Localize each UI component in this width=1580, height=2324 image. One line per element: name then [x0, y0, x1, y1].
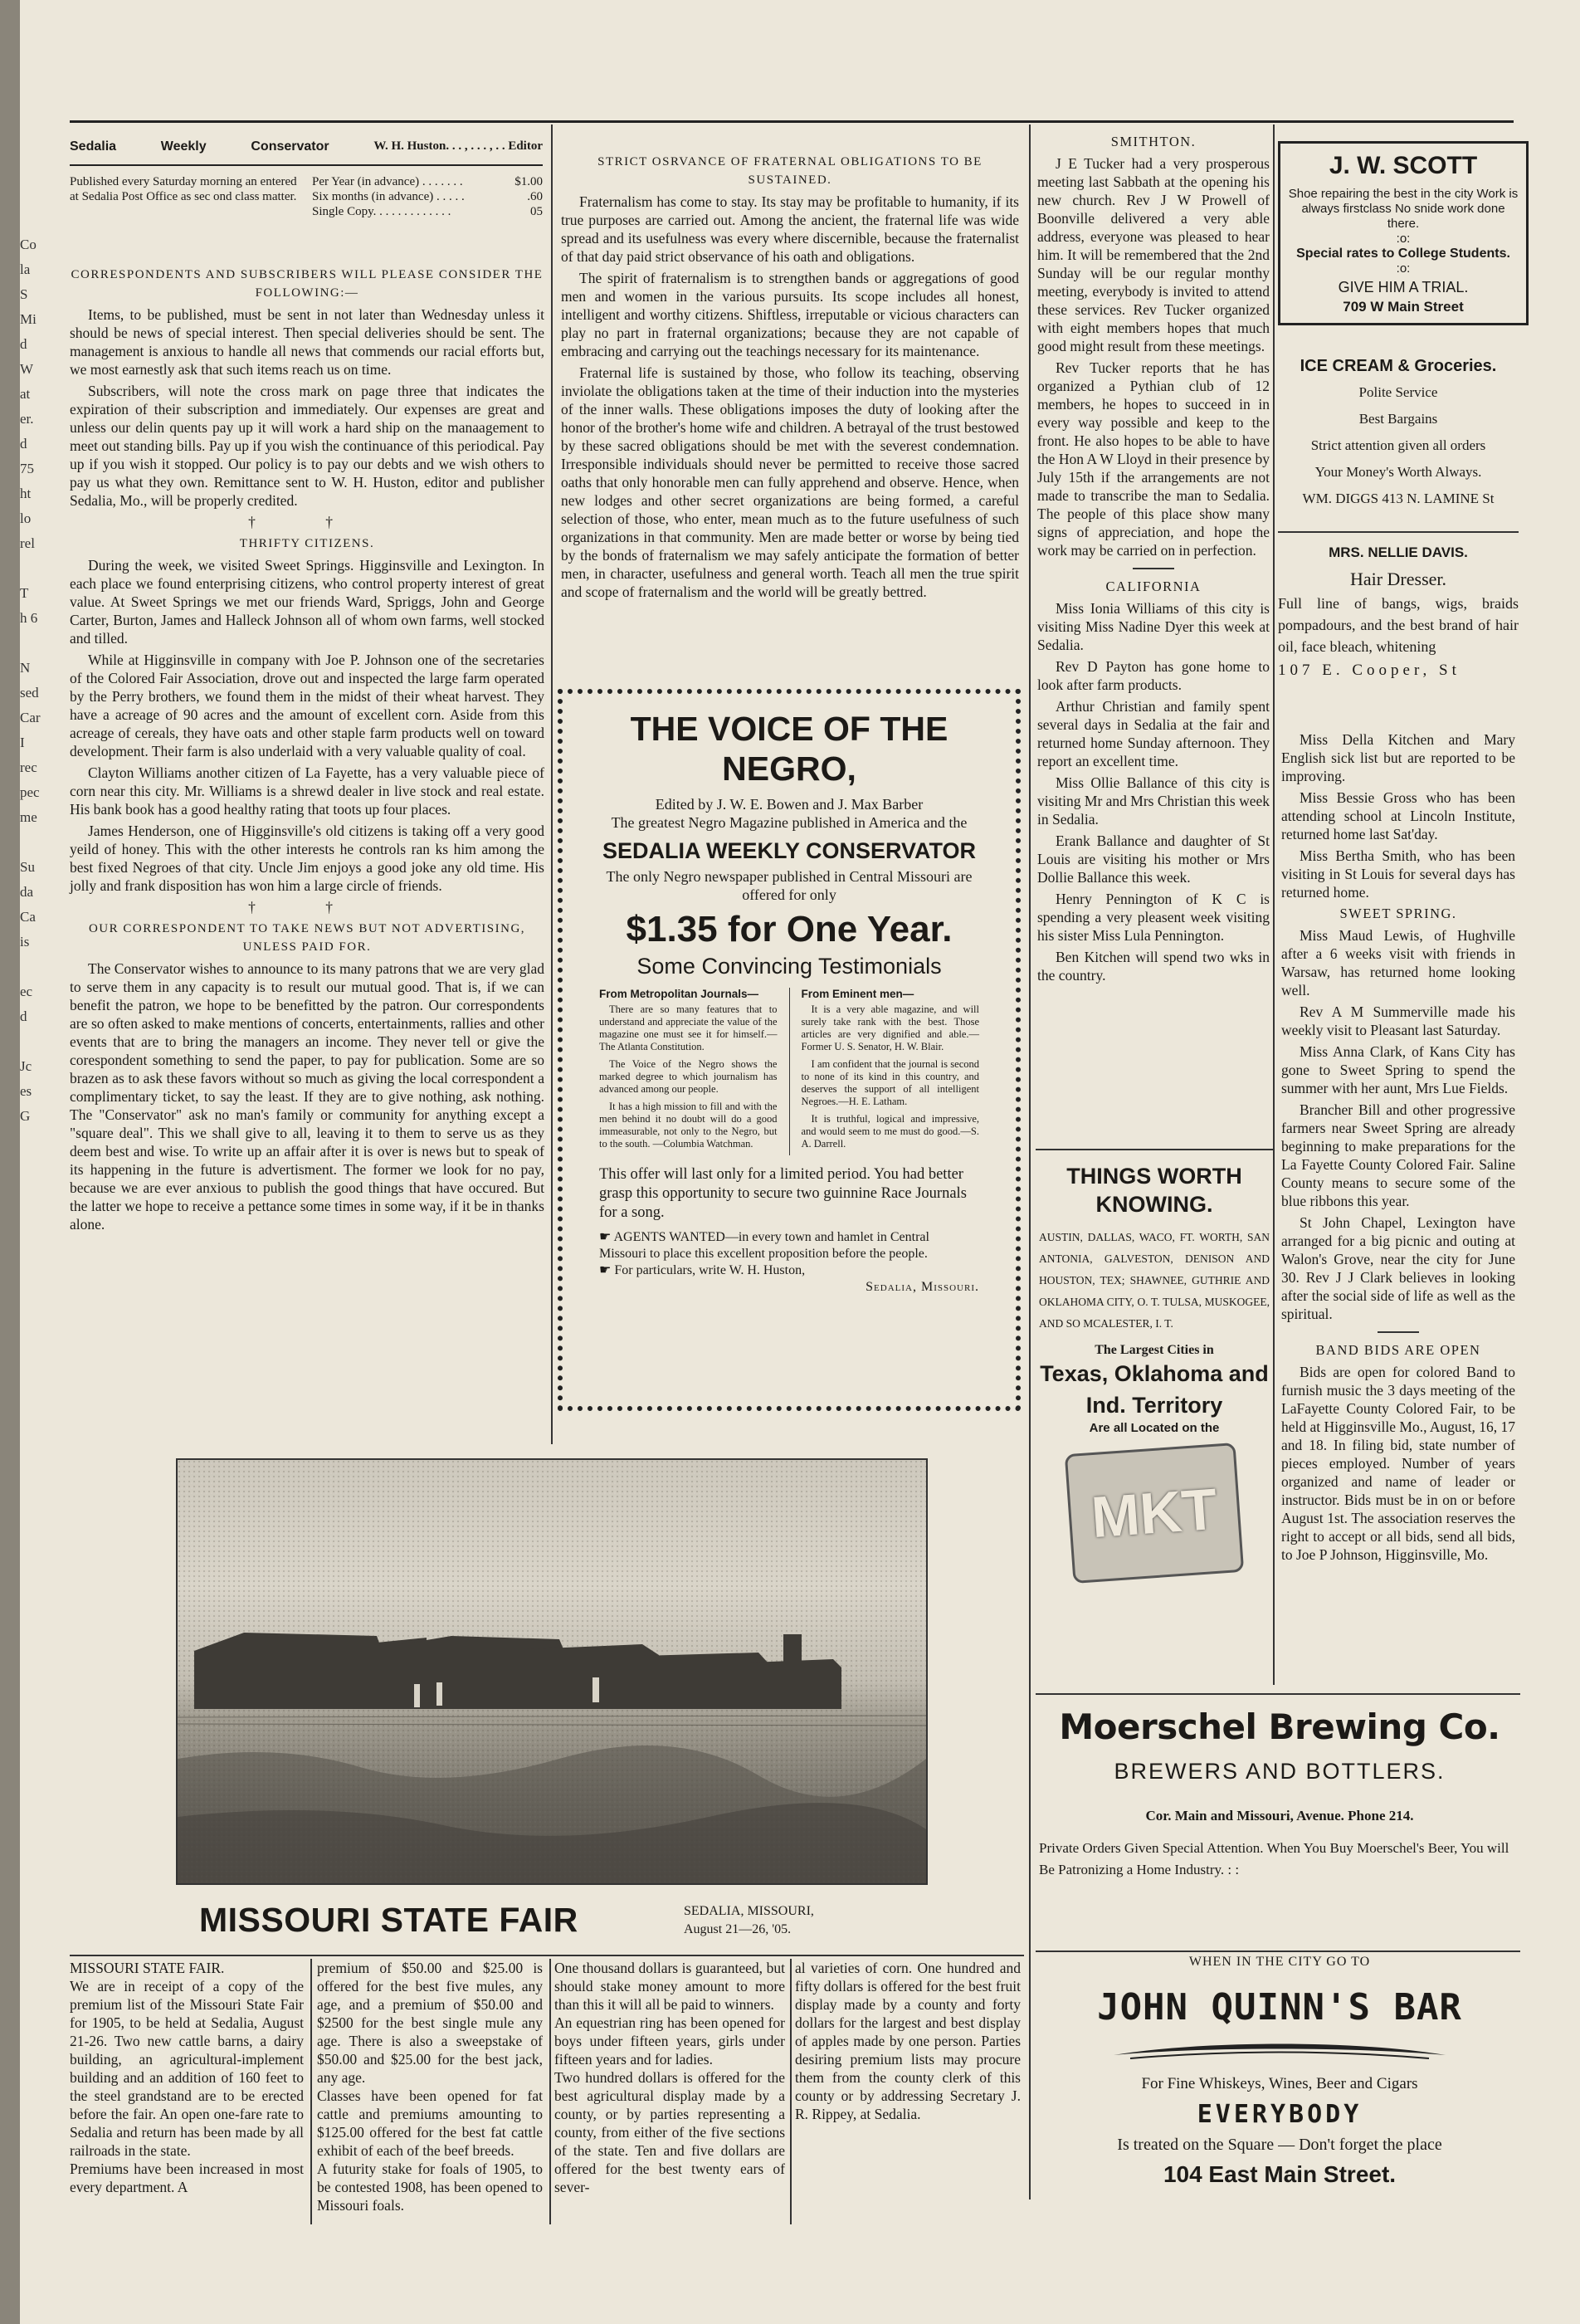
journals-p2: The Voice of the Negro shows the marked degree to which journalism has advanced among our people.	[599, 1058, 778, 1095]
left-margin-fragments: Co la S Mi d W at er. d 75 ht lo rel T h 6 N sed Car I rec pec me Su da Ca is ec d Jc es G	[20, 237, 41, 1124]
testimonials-eminent	[802, 988, 980, 1155]
testimonials	[599, 988, 979, 1155]
fair-col-1: MISSOURI STATE FAIR. We are in receipt of a copy of the premium list of the Missouri State Fair for 1905, to be held at Sedalia, August 21-26. Two new cattle barns, a dairy building, an agricultural-implement building and an addition of 160 feet to the steel grandstand are to be erected before the fair. An open one-fare rate to Sedalia and return has been made by all railroads in the state. Premiums have been increased in most every department. A	[70, 1960, 304, 2195]
column-1	[70, 266, 544, 1237]
eminent-p2: I am confident that the journal is second to none of its kind in this country, and deserves the support of all intelligent Negroes.—H. E. Latham.	[801, 1058, 979, 1107]
column-2	[561, 149, 1019, 604]
fair-rule-3	[790, 1959, 792, 2224]
voice-offer: This offer will last only for a limited period. You had better grasp this opportunity to secure two guinnine Race Journals for a song.	[599, 1166, 967, 1221]
sweet-p3: Miss Anna Clark, of Kans City has gone to Sweet Spring to spend the summer with her aunt, Mrs Lue Fields.	[1281, 1043, 1515, 1096]
moerschel-sub: BREWERS AND BOTTLERS.	[1114, 1759, 1446, 1784]
fair-photograph	[176, 1458, 928, 1885]
fraternal-p1: Fraternalism has come to stay. Its stay may be profitable to humanity, if its true purposes are carried out. Among the ancient, the fraternal life was wide spread and its usefulness was every where discernible, because the fraternalist of that day paid strict observance of his oath and obligations.	[561, 193, 1019, 265]
nellie-ad	[1278, 540, 1519, 684]
moerschel-rule-bottom	[1036, 1950, 1520, 1952]
smithton-p2: Rev Tucker reports that he has organized a Pythian club of 12 members, he hopes to succeed in in every way possible and keep to the front. He also hopes to be able to have the Hon A W Lloyd in their presence by July 15th if the arrangements are not made to transcribe the man to Sedalia. The people of this place show many signs of appreciation, and hope the work may be carried on in perfection.	[1037, 359, 1270, 559]
fair-col-2: premium of $50.00 and $25.00 is offered for the best five mules, any age, and a premium of $50.00 and $2500 for the best single mule any age. There is also a sweepstake of $50.00 and $25.00 for the best jack, any age. Classes have been opened for fat cattle and premiums amounting to $125.00 offered for the best fat cattle exhibit of each of the beef breeds. A futurity stake for foals of 1905, to be contested 1908, has been opened to Missouri foals.	[317, 1960, 543, 2214]
voice-only: The only Negro newspaper published in Central Missouri are offered for only	[606, 868, 973, 903]
voice-of-negro-ad	[558, 689, 1021, 1411]
column-rule-2	[1029, 124, 1031, 2200]
voice-testimonials-heading: Some Convincing Testimonials	[636, 954, 942, 979]
fairground-buildings-image	[178, 1460, 926, 1883]
separator	[1133, 568, 1174, 569]
icecream-title: ICE CREAM & Groceries.	[1300, 357, 1497, 375]
sweet-p4: Brancher Bill and other progressive farmers near Sweet Spring are already beginning to make preparations for the La Fayette County Colored Fair. Saline County means to secure some of the blue ribbons this year.	[1281, 1101, 1515, 1209]
fair-dateline-2: August 21—26, '05.	[684, 1922, 792, 1936]
voice-editors: Edited by J. W. E. Bowen and J. Max Barber	[655, 796, 924, 813]
thrifty-p4: James Henderson, one of Higginsville's old citizens is taking off a very good yeild of honey. This with the other interests he controls ran ks him among the best fixed Negroes of that city. Uncle Jim enjoys a good joke any old time. His jolly and frank disposition has won him a large circle of friends.	[70, 823, 544, 894]
quinn-ad	[1039, 1955, 1520, 2188]
correspondents-p2: Subscribers, will note the cross mark on page three that indicates the expiration of their subscription and immediately. Our expenses are great and unless our delin quents pay up it will work a hard ship on the manaagement to meet out standing bills. Pay up if you wish the continuance of this periodical. Pay up if you wish it stopped. Our policy is to pay our debts and we wish others to pay us what they own. Remittance sent to W. H. Huston, editor and publisher Sedalia, Mo., will be properly credited.	[70, 383, 544, 509]
things-title: THINGS WORTH KNOWING.	[1066, 1164, 1242, 1217]
california-p3: Arthur Christian and family spent several days in Sedalia at the fair and returned home Sunday afternoon. They report an excellent time.	[1037, 698, 1270, 769]
eminent-p3: It is truthful, logical and impressive, and would seem to me must do good.—S. A. Darrell.	[801, 1113, 979, 1150]
page-edge-shadow	[0, 0, 20, 2324]
voice-greatest: The greatest Negro Magazine published in America and the	[611, 814, 968, 831]
things-located: Are all Located on the	[1089, 1421, 1220, 1435]
rate-six-value: .60	[527, 190, 543, 203]
testimonials-journals	[599, 988, 778, 1155]
fair-col-4: al varieties of corn. One hundred and fifty dollars is offered for the best fruit display made by a county and forty dollars for the largest and best display of apples made by one person. Parties desiring premium lists may procure them from the county clerk of this county or by addressing Secretary J. R. Rippey, at Sedalia.	[795, 1960, 1021, 2122]
band-p1: Bids are open for colored Band to furnish music the 3 days meeting of the LaFayette County Colored Fair, to be held at Higginsville Mo., August, 16, 17 and 18. In filing bid, state number of pieces employed. Number of years organized and name of leader or instructor. Bids must be in on or before August 1st. The association reserves the right to accept or all bids, send all bids, to Joe P Johnson, Higginsville, Mo.	[1281, 1364, 1515, 1563]
moerschel-title: Moerschel Brewing Co.	[1059, 1706, 1500, 1747]
california-p5: Erank Ballance and daughter of St Louis are visiting his mother or Mrs Dollie Ballance this week.	[1037, 832, 1270, 886]
scott-sep1: :o:	[1396, 232, 1411, 246]
journals-p1: There are so many features that to understand and appreciate the value of the magazine one must see it for himself.—The Atlanta Constitution.	[599, 1003, 778, 1052]
quinn-square: Is treated on the Square — Don't forget the place	[1117, 2136, 1442, 2154]
band-heading: BAND BIDS ARE OPEN	[1315, 1342, 1481, 1358]
our-correspondent-p1: The Conservator wishes to announce to its many patrons that we are very glad to serve them in any capacity is to result our mutual good. That is, if we can benefit the patron, we hope to be benefitted by the patron. Our correspondents are so often asked to make mentions of concerts, entertainments, rallies and other events that are to bring the managers an income. They never tell or give the corespondent something to send the paper, to pay for publication. Some are so brazen as to ask these favors without so much as giving the local correspondent a complimentary ticket, to say the least. If they are to give nothing, ask nothing. The "Conservator" ask no man's family or community for anything except a "square deal". This we shall give to all, leaving it to them to serve us as they deem best and wise. To write up an affair after it is over is news but to speak of its happening in the future is advertisment. The former we look for no pay, because we are ever anxious to publish the good things that have occured. But the latter we hope to receive a pettance some times in some way, if it be in thanks alone.	[70, 960, 544, 1233]
icecream-line5: WM. DIGGS 413 N. LAMINE St	[1302, 491, 1495, 506]
voice-price: $1.35 for One Year.	[626, 909, 953, 950]
nellie-sub: Hair Dresser.	[1349, 569, 1447, 589]
rate-six-label: Six months (in advance) . . . . .	[312, 190, 465, 203]
california-p1: Miss Ionia Williams of this city is visiting Miss Nadine Dyer this week at Sedalia.	[1037, 600, 1270, 653]
sweet-p5: St John Chapel, Lexington have arranged for a big picnic and outing at Walon's Grove, near the city for June 30. Rev J J Clark believes in looking after the social side of life as well as the spiritual.	[1281, 1214, 1515, 1322]
fraternal-p3: Fraternal life is sustained by those, who follow its teaching, observing inviolate the obligations taken at the time of their induction into the mysteries of the inner walls. These obligations imposes the duty of looking after the honor of the brother's home wife and children. A betrayal of the trust bestowed by these sacred obligations should be met with the severest condemnation. Irresponsible individuals should never be permitted to receive those sacred oaths that only honorable men can fully apprehend and observe. Hence, when new lodges and other secret organizations are being formed, a careful selection of those, who enter, mean much as to the future usefulness of such organizations in that community. Men are made better or worse by being tied by the bonds of fraternalism we may safely anticipate the formation of better men, in character, usefulness and general worth. Teach all men the true spirit and scope of fraternalism and the world will be greatly bettred.	[561, 364, 1019, 600]
sweet-p1: Miss Maud Lewis, of Hughville after a 6 weeks visit with friends in Warsaw, has returned home looking well.	[1281, 927, 1515, 998]
masthead-name-mid: Weekly	[160, 139, 207, 154]
top-rule	[70, 120, 1514, 123]
rate-table	[312, 174, 543, 219]
rate-single-value: 05	[530, 205, 543, 218]
flourish-icon	[1105, 2037, 1454, 2067]
journals-heading: From Metropolitan Journals—	[599, 988, 759, 1000]
dagger-separator-2: † †	[248, 899, 366, 915]
california-p2: Rev D Payton has gone home to look after farm products.	[1037, 658, 1270, 693]
scott-ad	[1278, 141, 1529, 325]
scott-line2: Special rates to College Students.	[1296, 247, 1510, 261]
things-rule-top	[1036, 1149, 1273, 1150]
separator-2	[1378, 1331, 1419, 1333]
icecream-line2: Best Bargains	[1358, 411, 1438, 427]
fair-rule-1	[310, 1959, 312, 2224]
quinn-fine: For Fine Whiskeys, Wines, Beer and Cigars	[1141, 2075, 1418, 2092]
scott-line1: Shoe repairing the best in the city Work is always firstclass No snide work done there.	[1288, 187, 1519, 231]
thrifty-p1: During the week, we visited Sweet Springs. Higginsville and Lexington. In each place we found enterprising citizens, who control property interest of great value. At Sweet Springs we met our friends Ward, Spriggs, John and George Carter, Burton, James and Halleck Johnson all of whom own farms, well stocked and tilled.	[70, 557, 544, 647]
locals-p3: Miss Bertha Smith, who has been visiting in St Louis for several days has returned home.	[1281, 847, 1515, 901]
nellie-title: MRS. NELLIE DAVIS.	[1329, 544, 1468, 560]
scott-line3: GIVE HIM A TRIAL.	[1338, 279, 1469, 295]
eminent-p1: It is a very able magazine, and will surely take rank with the best. Those articles are very dignified and able.—Former U. S. Senator, H. W. Blair.	[801, 1003, 979, 1052]
california-p7: Ben Kitchen will spend two wks in the country.	[1037, 949, 1270, 984]
quinn-address: 104 East Main Street.	[1163, 2161, 1397, 2187]
fraternal-heading: STRICT OSRVANCE OF FRATERNAL OBLIGATIONS TO BE SUSTAINED.	[597, 155, 983, 187]
sweet-p2: Rev A M Summerville made his weekly visit to Pleasant last Saturday.	[1281, 1003, 1515, 1038]
moerschel-private: Private Orders Given Special Attention. When You Buy Moerschel's Beer, You will Be Patronizing a Home Industry. : :	[1039, 1840, 1509, 1877]
rate-year-label: Per Year (in advance) . . . . . . .	[312, 175, 463, 188]
fair-dateline-1: SEDALIA, MISSOURI,	[684, 1904, 814, 1918]
icecream-line4: Your Money's Worth Always.	[1314, 464, 1482, 480]
quinn-when: WHEN IN THE CITY GO TO	[1188, 1955, 1371, 1969]
things-cities: AUSTIN, DALLAS, WACO, FT. WORTH, SAN ANTONIA, GALVESTON, DENISON AND HOUSTON, TEX; SHAWNEE, GUTHRIE AND OKLAHOMA CITY, O. T. TULSA, MUSKOGEE, AND SO MCALESTER, I. T.	[1039, 1231, 1270, 1330]
moerschel-corner: Cor. Main and Missouri, Avenue. Phone 214.	[1145, 1808, 1414, 1824]
fair-rule-2	[549, 1959, 551, 2224]
scott-line4: 709 W Main Street	[1343, 299, 1464, 315]
fair-dateline	[684, 1902, 814, 1939]
voice-agents: ☛ AGENTS WANTED—in every town and hamlet in Central Missouri to place this excellent proposition before the people.	[599, 1230, 929, 1261]
fair-title: MISSOURI STATE FAIR	[199, 1901, 578, 1939]
moerschel-ad	[1039, 1702, 1520, 1881]
fair-col-3: One thousand dollars is guaranteed, but should stake money amount to more than this it will all be paid to winners. An equestrian ring has been opened for boys under fifteen years, girls under fifteen years and for ladies. Two hundred dollars is offered for the best agricultural display made by a county, or by parties representing a county, from either of the five sections of the state. Ten and five dollars are offered for the best twenty ears of sever-	[554, 1960, 785, 2195]
california-heading: CALIFORNIA	[1105, 579, 1202, 594]
masthead-editor: W. H. Huston. . . , . . . , . . Editor	[373, 139, 543, 153]
quinn-everybody: EVERYBODY	[1197, 2100, 1363, 2129]
voice-conservator: SEDALIA WEEKLY CONSERVATOR	[602, 838, 977, 863]
masthead-name-right: Conservator	[251, 139, 329, 154]
icecream-line1: Polite Service	[1358, 384, 1438, 400]
thrifty-p3: Clayton Williams another citizen of La Fayette, has a very valuable piece of corn near this city. Mr. Williams is a shrewd dealer in live stock and real estate. His bank book has a good healthy rating that toots up four places.	[70, 764, 544, 818]
column-rule-1	[551, 124, 553, 1444]
locals-p1: Miss Della Kitchen and Mary English sick list but are reported to be improving.	[1281, 731, 1515, 784]
journals-p3: It has a high mission to fill and with the men behind it no doubt will do a good immeasurable, not only to the Negro, but to the south. —Columbia Watchman.	[599, 1101, 778, 1150]
masthead-rule	[70, 164, 543, 166]
our-correspondent-heading: OUR CORRESPONDENT TO TAKE NEWS BUT NOT ADVERTISING, UNLESS PAID FOR.	[88, 922, 526, 954]
nellie-address: 107 E. Cooper, St	[1278, 662, 1461, 679]
thrifty-p2: While at Higginsville in company with Joe P. Johnson one of the secretaries of the Colored Fair Association, drove out and inspected the large farm operated by the Perry brothers, we found them in the midst of their wheat harvest. They have a acreage of 90 acres and the amount of excellent corn. Aside from this acreage of cereals, they have oats and other staple farm products well on toward development. Their farm is also underlaid with a very valuable quality of coal.	[70, 652, 544, 759]
quinn-title: JOHN QUINN'S BAR	[1097, 1986, 1462, 2029]
things-largest: The Largest Cities in	[1095, 1343, 1214, 1357]
california-p4: Miss Ollie Ballance of this city is visiting Mr and Mrs Christian this week in Sedalia.	[1037, 774, 1270, 828]
column-rule-3	[1273, 124, 1275, 1685]
fair-rule	[70, 1955, 1024, 1956]
dagger-separator: † †	[248, 514, 366, 530]
nellie-rule	[1278, 531, 1519, 533]
icecream-line3: Strict attention given all orders	[1310, 437, 1486, 453]
nellie-text: Full line of bangs, wigs, braids pompadours, and the best brand of hair oil, face bleach, whitening	[1278, 595, 1519, 655]
rate-single-label: Single Copy. . . . . . . . . . . . .	[312, 205, 451, 218]
correspondents-heading: CORRESPONDENTS AND SUBSCRIBERS WILL PLEASE CONSIDER THE FOLLOWING:—	[71, 268, 544, 300]
fraternal-p2: The spirit of fraternalism is to strengthen bands or aggregations of good men and women in the various pursuits. Its scope includes all honest, intelligent and worthy citizens. Shiftless, irreputable or vicious characters can play no part in fraternal organizations; because they are not capable of embracing and carrying out the teachings necessary for its maintenance.	[561, 270, 1019, 359]
column-3	[1037, 133, 1270, 988]
masthead-name-left: Sedalia	[70, 139, 117, 154]
publish-note: Published every Saturday morning an entered at Sedalia Post Office as sec ond class matter.	[70, 175, 297, 203]
things-texas: Texas, Oklahoma and Ind. Territory	[1040, 1361, 1269, 1418]
scott-sep2: :o:	[1396, 261, 1411, 276]
moerschel-rule-top	[1036, 1693, 1520, 1695]
smithton-p1: J E Tucker had a very prosperous meeting last Sabbath at the opening his new church. Rev J W Prowell of Boonville delivered a very able address, everyone was pleased to hear him. It will be remembered that the 2nd Sunday will be our regular monthy meeting, everybody is invited to attend these services. Rev Tucker organized with eight members hopes that much good might result from these meetings.	[1037, 155, 1270, 354]
voice-title: THE VOICE OF THE NEGRO,	[630, 710, 948, 788]
voice-particulars: ☛ For particulars, write W. H. Huston,	[599, 1263, 806, 1277]
eminent-heading: From Eminent men—	[801, 988, 914, 1000]
icecream-ad	[1278, 353, 1519, 512]
scott-name: J. W. SCOTT	[1329, 152, 1478, 179]
california-p6: Henry Pennington of K C is spending a very pleasent week visiting his sister Miss Lula Pennington.	[1037, 891, 1270, 944]
rate-year-value: $1.00	[514, 175, 543, 188]
masthead	[70, 139, 543, 219]
smithton-heading: SMITHTON.	[1110, 134, 1197, 149]
thrifty-heading: THRIFTY CITIZENS.	[239, 537, 375, 550]
voice-address: Sedalia, Missouri.	[866, 1280, 979, 1294]
testimonials-divider	[789, 988, 790, 1155]
sweet-spring-heading: SWEET SPRING.	[1339, 906, 1457, 921]
things-worth-knowing-ad	[1039, 1154, 1270, 1578]
mkt-logo: MKT	[1065, 1443, 1244, 1584]
locals-p2: Miss Bessie Gross who has been attending school at Lincoln Institute, returned home last Sat'day.	[1281, 789, 1515, 842]
correspondents-p1: Items, to be published, must be sent in not later than Wednesday unless it should be news of special interest. Then special deliveries should be sent. The management is anxious to handle all news that commends our racial efforts but, we most earnestly ask that such items reach us on time.	[70, 306, 544, 378]
column-4	[1281, 730, 1515, 1567]
